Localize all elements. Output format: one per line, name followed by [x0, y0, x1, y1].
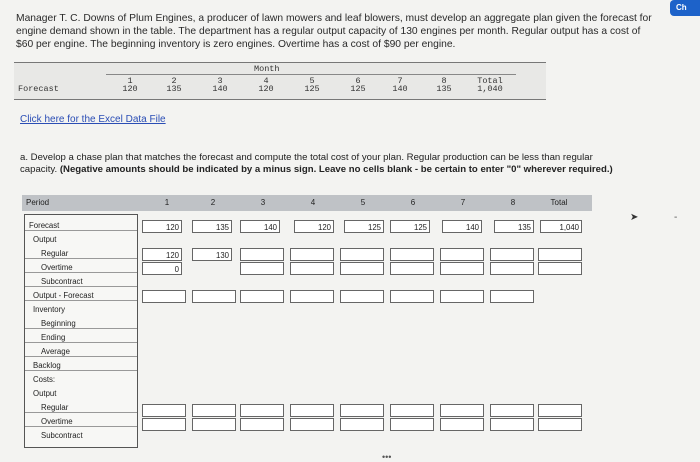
row-label-cost-subcontract: Subcontract: [41, 431, 83, 440]
regular-input[interactable]: [340, 248, 384, 261]
cost-regular-input[interactable]: [142, 404, 186, 417]
ft-header: 7: [397, 76, 403, 86]
period-header: 2: [210, 198, 216, 207]
forecast-cell: 125: [390, 220, 430, 233]
more-dots-icon: •••: [382, 452, 392, 462]
output-minus-forecast-input[interactable]: [142, 290, 186, 303]
row-label-overtime: Overtime: [25, 263, 137, 273]
ft-value: 1,040: [477, 84, 503, 94]
output-minus-forecast-input[interactable]: [390, 290, 434, 303]
regular-input[interactable]: [490, 248, 534, 261]
row-label-cost-regular: Regular: [25, 403, 137, 413]
ft-value: 125: [304, 84, 320, 94]
regular-input[interactable]: [240, 248, 284, 261]
ft-value: 135: [436, 84, 452, 94]
ft-value: 140: [212, 84, 228, 94]
cost-overtime-input[interactable]: [490, 418, 534, 431]
ft-value: 120: [122, 84, 138, 94]
row-label-inventory: Inventory: [33, 305, 66, 314]
forecast-cell: 135: [494, 220, 534, 233]
cost-regular-input[interactable]: [290, 404, 334, 417]
period-header: 5: [360, 198, 366, 207]
cost-overtime-input[interactable]: [142, 418, 186, 431]
period-header: 4: [310, 198, 316, 207]
plan-header-row: [22, 195, 592, 211]
row-labels-column: [24, 214, 138, 448]
forecast-row-label: Forecast: [18, 84, 59, 94]
forecast-cell: 125: [344, 220, 384, 233]
ft-header: Total: [477, 76, 503, 86]
overtime-input[interactable]: 0: [142, 262, 182, 275]
instructions-text: a. Develop a chase plan that matches the forecast and compute the total cost of your plan. Regular production can be less than regular capacity.: [20, 152, 593, 175]
ft-header: 6: [355, 76, 361, 86]
row-label-output-forecast: Output - Forecast: [25, 291, 137, 301]
row-label-beginning: Beginning: [25, 319, 137, 329]
cost-overtime-input[interactable]: [390, 418, 434, 431]
output-minus-forecast-input[interactable]: [192, 290, 236, 303]
period-header: 1: [164, 198, 170, 207]
row-label-output: Output: [33, 235, 57, 244]
instructions-bold: (Negative amounts should be indicated by a minus sign. Leave no cells blank - be certain to enter "0" wherever required.): [59, 164, 613, 175]
ft-header: 8: [441, 76, 447, 86]
period-header: 6: [410, 198, 416, 207]
cost-overtime-input[interactable]: [340, 418, 384, 431]
output-minus-forecast-input[interactable]: [240, 290, 284, 303]
regular-input[interactable]: [390, 248, 434, 261]
output-minus-forecast-input[interactable]: [440, 290, 484, 303]
cost-overtime-input[interactable]: [192, 418, 236, 431]
dash-marker-icon: -: [674, 212, 678, 223]
problem-intro: Manager T. C. Downs of Plum Engines, a producer of lawn mowers and leaf blowers, must develop an aggregate plan given the forecast for engine demand shown in the table. The department has a regular output capacity of 130 engines per month. Regular output has a cost of $60 per engine. The beginning inventory is zero engines. Overtime has a cost of $90 per engine.: [16, 13, 652, 50]
row-label-average: Average: [25, 347, 137, 357]
overtime-input[interactable]: [390, 262, 434, 275]
cost-overtime-input[interactable]: [440, 418, 484, 431]
corner-tab[interactable]: Ch: [670, 0, 700, 16]
row-label-backlog: Backlog: [25, 361, 137, 371]
cost-regular-input[interactable]: [340, 404, 384, 417]
period-header: Total: [550, 198, 568, 207]
forecast-cell: 135: [192, 220, 232, 233]
regular-input[interactable]: 130: [192, 248, 232, 261]
overtime-input[interactable]: [290, 262, 334, 275]
ft-header: 4: [263, 76, 269, 86]
month-header: Month: [254, 64, 280, 74]
period-label: Period: [26, 198, 50, 207]
regular-input[interactable]: [290, 248, 334, 261]
output-minus-forecast-input[interactable]: [490, 290, 534, 303]
cost-overtime-input[interactable]: [290, 418, 334, 431]
ft-header: 2: [171, 76, 177, 86]
regular-total-input[interactable]: [538, 248, 582, 261]
instructions: [20, 152, 630, 176]
forecast-cell: 120: [294, 220, 334, 233]
forecast-total-cell: 1,040: [540, 220, 582, 233]
period-header: 7: [460, 198, 466, 207]
row-label-ending: Ending: [25, 333, 137, 343]
overtime-total-input[interactable]: [538, 262, 582, 275]
row-label-cost-output: Output: [33, 389, 57, 398]
row-label-forecast: Forecast: [25, 221, 137, 231]
ft-value: 135: [166, 84, 182, 94]
regular-input[interactable]: [440, 248, 484, 261]
cost-regular-input[interactable]: [490, 404, 534, 417]
forecast-table: [14, 62, 546, 100]
row-label-costs: Costs:: [33, 375, 56, 384]
ft-value: 120: [258, 84, 274, 94]
cost-regular-input[interactable]: [192, 404, 236, 417]
period-header: 3: [260, 198, 266, 207]
output-minus-forecast-input[interactable]: [340, 290, 384, 303]
row-label-cost-overtime: Overtime: [25, 417, 137, 427]
output-minus-forecast-input[interactable]: [290, 290, 334, 303]
row-label-subcontract: Subcontract: [25, 277, 137, 287]
ft-header: 1: [127, 76, 133, 86]
cost-overtime-input[interactable]: [240, 418, 284, 431]
header-rule: [106, 74, 516, 75]
regular-input[interactable]: 120: [142, 248, 182, 261]
overtime-input[interactable]: [440, 262, 484, 275]
cost-regular-input[interactable]: [390, 404, 434, 417]
cost-regular-input[interactable]: [440, 404, 484, 417]
period-header: 8: [510, 198, 516, 207]
cursor-arrow-icon: ➤: [630, 212, 639, 223]
row-label-regular: Regular: [25, 249, 137, 259]
ft-header: 3: [217, 76, 223, 86]
overtime-input[interactable]: [490, 262, 534, 275]
cost-overtime-total-input[interactable]: [538, 418, 582, 431]
forecast-cell: 140: [240, 220, 280, 233]
excel-data-link[interactable]: Click here for the Excel Data File: [20, 114, 166, 125]
overtime-input[interactable]: [240, 262, 284, 275]
ft-value: 125: [350, 84, 366, 94]
ft-header: 5: [309, 76, 315, 86]
overtime-input[interactable]: [340, 262, 384, 275]
forecast-cell: 120: [142, 220, 182, 233]
cost-regular-total-input[interactable]: [538, 404, 582, 417]
forecast-cell: 140: [442, 220, 482, 233]
cost-regular-input[interactable]: [240, 404, 284, 417]
ft-value: 140: [392, 84, 408, 94]
